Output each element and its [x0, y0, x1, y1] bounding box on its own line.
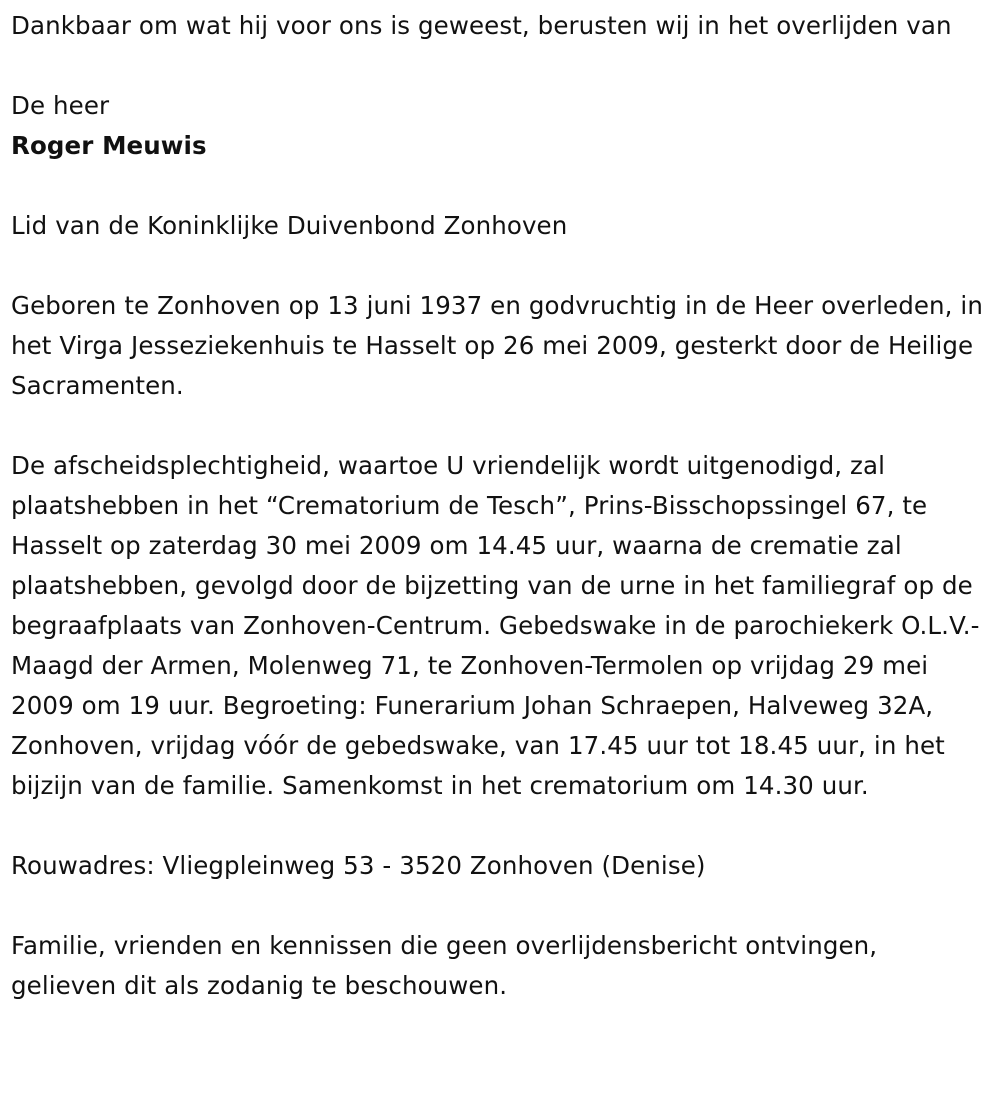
intro-paragraph: Dankbaar om wat hij voor ons is geweest, berusten wij in het overlijden van	[11, 11, 952, 40]
obituary-notice	[11, 6, 989, 1006]
spacer	[11, 886, 989, 926]
spacer	[11, 806, 989, 846]
spacer	[11, 406, 989, 446]
spacer	[11, 46, 989, 86]
closing-paragraph: Familie, vrienden en kennissen die geen overlijdensbericht ontvingen, gelieven dit als zodanig te beschouwen.	[11, 931, 878, 1000]
spacer	[11, 166, 989, 206]
membership-line: Lid van de Koninklijke Duivenbond Zonhoven	[11, 211, 568, 240]
mourning-address: Rouwadres: Vliegpleinweg 53 - 3520 Zonhoven (Denise)	[11, 851, 706, 880]
salutation: De heer	[11, 91, 110, 120]
birth-death-paragraph: Geboren te Zonhoven op 13 juni 1937 en godvruchtig in de Heer overleden, in het Virga Jesseziekenhuis te Hasselt op 26 mei 2009, gesterkt door de Heilige Sacramenten.	[11, 291, 983, 400]
spacer	[11, 246, 989, 286]
deceased-name: Roger Meuwis	[11, 131, 207, 160]
ceremony-paragraph: De afscheidsplechtigheid, waartoe U vriendelijk wordt uitgenodigd, zal plaatshebben in het “Crematorium de Tesch”, Prins-Bisschopssingel 67, te Hasselt op zaterdag 30 mei 2009 om 14.45 uur, waarna de crematie zal plaatshebben, gevolgd door de bijzetting van de urne in het familiegraf op de begraafplaats van Zonhoven-Centrum. Gebedswake in de parochiekerk O.L.V.-Maagd der Armen, Molenweg 71, te Zonhoven-Termolen op vrijdag 29 mei 2009 om 19 uur. Begroeting: Funerarium Johan Schraepen, Halveweg 32A, Zonhoven, vrijdag vóór de gebedswake, van 17.45 uur tot 18.45 uur, in het bijzijn van de familie. Samenkomst in het crematorium om 14.30 uur.	[11, 451, 980, 800]
